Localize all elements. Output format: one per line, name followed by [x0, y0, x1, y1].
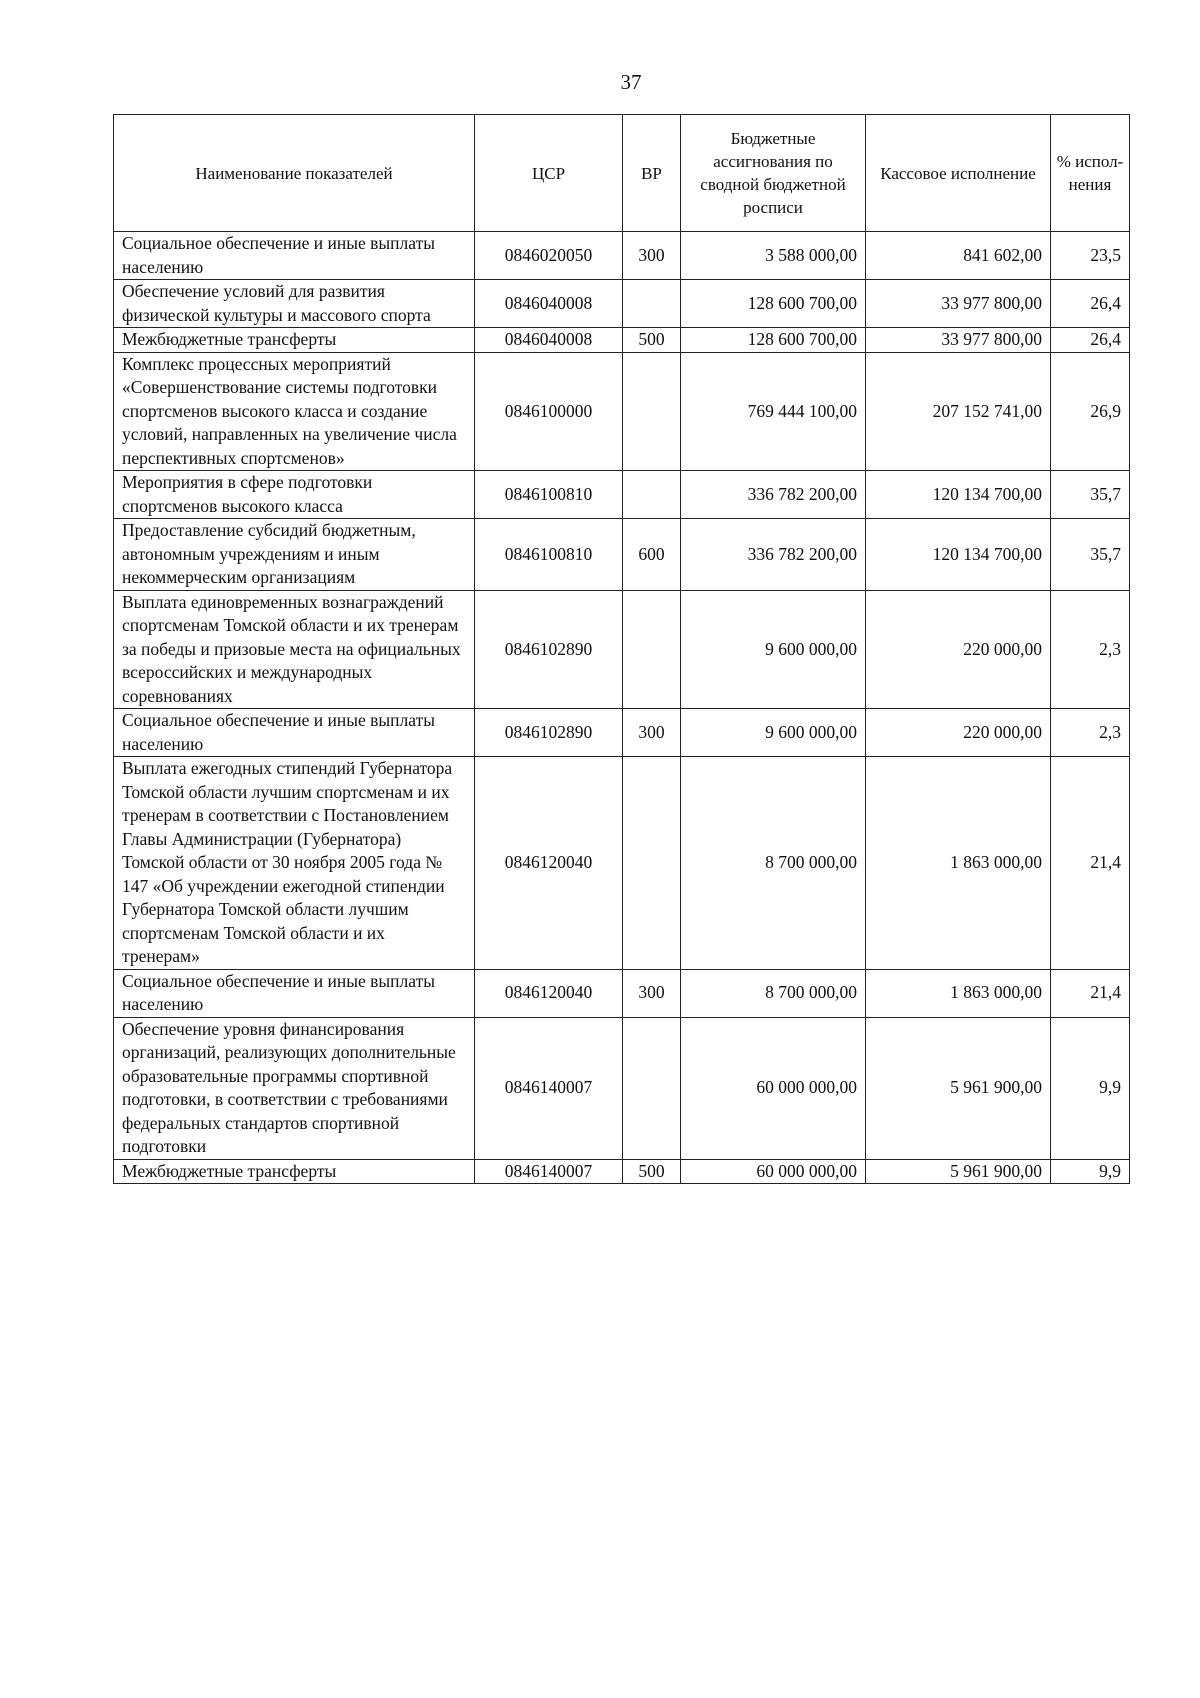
table-row	[114, 757, 1130, 970]
header-vr: ВР	[623, 115, 681, 232]
row-cash: 220 000,00	[866, 709, 1051, 757]
row-vr	[623, 1017, 681, 1159]
row-cash: 1 863 000,00	[866, 969, 1051, 1017]
row-budget: 60 000 000,00	[681, 1159, 866, 1184]
row-vr: 500	[623, 328, 681, 353]
row-name: Предоставление субсидий бюджетным, автономным учреждениям и иным некоммерческим организациям	[114, 519, 475, 591]
row-percent: 26,4	[1051, 280, 1130, 328]
row-cash: 5 961 900,00	[866, 1017, 1051, 1159]
row-budget: 128 600 700,00	[681, 280, 866, 328]
row-name: Обеспечение условий для развития физической культуры и массового спорта	[114, 280, 475, 328]
row-budget: 8 700 000,00	[681, 969, 866, 1017]
table-row	[114, 232, 1130, 280]
row-percent: 21,4	[1051, 757, 1130, 970]
row-budget: 3 588 000,00	[681, 232, 866, 280]
row-cash: 33 977 800,00	[866, 280, 1051, 328]
row-budget: 9 600 000,00	[681, 709, 866, 757]
row-vr	[623, 757, 681, 970]
row-csr: 0846140007	[475, 1017, 623, 1159]
row-vr	[623, 280, 681, 328]
row-csr: 0846120040	[475, 969, 623, 1017]
row-vr	[623, 352, 681, 471]
row-percent: 9,9	[1051, 1159, 1130, 1184]
header-cash: Кассовое исполнение	[866, 115, 1051, 232]
header-csr: ЦСР	[475, 115, 623, 232]
row-percent: 2,3	[1051, 590, 1130, 709]
table-row	[114, 471, 1130, 519]
row-percent: 26,4	[1051, 328, 1130, 353]
row-csr: 0846140007	[475, 1159, 623, 1184]
row-percent: 35,7	[1051, 519, 1130, 591]
row-name: Социальное обеспечение и иные выплаты населению	[114, 709, 475, 757]
row-vr	[623, 471, 681, 519]
row-cash: 207 152 741,00	[866, 352, 1051, 471]
row-budget: 60 000 000,00	[681, 1017, 866, 1159]
table-header-row	[114, 115, 1130, 232]
row-name: Мероприятия в сфере подготовки спортсменов высокого класса	[114, 471, 475, 519]
header-percent: % испол-нения	[1051, 115, 1130, 232]
row-percent: 21,4	[1051, 969, 1130, 1017]
row-vr: 300	[623, 709, 681, 757]
table-row	[114, 280, 1130, 328]
row-budget: 128 600 700,00	[681, 328, 866, 353]
row-cash: 120 134 700,00	[866, 519, 1051, 591]
row-vr: 500	[623, 1159, 681, 1184]
row-name: Социальное обеспечение и иные выплаты населению	[114, 969, 475, 1017]
row-vr: 300	[623, 969, 681, 1017]
row-cash: 5 961 900,00	[866, 1159, 1051, 1184]
row-name: Межбюджетные трансферты	[114, 1159, 475, 1184]
table-row	[114, 709, 1130, 757]
row-csr: 0846040008	[475, 328, 623, 353]
table-body	[114, 232, 1130, 1184]
row-name: Выплата единовременных вознаграждений спортсменам Томской области и их тренерам за победы и призовые места на официальных всероссийских и международных соревнованиях	[114, 590, 475, 709]
row-percent: 35,7	[1051, 471, 1130, 519]
row-budget: 336 782 200,00	[681, 471, 866, 519]
header-budget: Бюджетные ассигнования по сводной бюджетной росписи	[681, 115, 866, 232]
row-percent: 2,3	[1051, 709, 1130, 757]
row-cash: 220 000,00	[866, 590, 1051, 709]
row-csr: 0846100810	[475, 471, 623, 519]
page-number: 37	[620, 70, 642, 94]
row-cash: 1 863 000,00	[866, 757, 1051, 970]
row-name: Комплекс процессных мероприятий «Совершенствование системы подготовки спортсменов высокого класса и создание условий, направленных на увеличение числа перспективных спортсменов»	[114, 352, 475, 471]
table-row	[114, 519, 1130, 591]
table-row	[114, 352, 1130, 471]
row-vr: 300	[623, 232, 681, 280]
table-row	[114, 1017, 1130, 1159]
row-name: Выплата ежегодных стипендий Губернатора Томской области лучшим спортсменам и их тренерам в соответствии с Постановлением Главы Администрации (Губернатора) Томской области от 30 ноября 2005 года № 147 «Об учреждении ежегодной стипендии Губернатора Томской области лучшим спортсменам Томской области и их тренерам»	[114, 757, 475, 970]
row-csr: 0846102890	[475, 590, 623, 709]
row-name: Обеспечение уровня финансирования организаций, реализующих дополнительные образовательные программы спортивной подготовки, в соответствии с требованиями федеральных стандартов спортивной подготовки	[114, 1017, 475, 1159]
row-name: Социальное обеспечение и иные выплаты населению	[114, 232, 475, 280]
row-cash: 120 134 700,00	[866, 471, 1051, 519]
row-csr: 0846040008	[475, 280, 623, 328]
row-budget: 8 700 000,00	[681, 757, 866, 970]
row-percent: 26,9	[1051, 352, 1130, 471]
row-csr: 0846100810	[475, 519, 623, 591]
header-name: Наименование показателей	[114, 115, 475, 232]
row-csr: 0846102890	[475, 709, 623, 757]
row-budget: 9 600 000,00	[681, 590, 866, 709]
row-budget: 336 782 200,00	[681, 519, 866, 591]
table-row	[114, 1159, 1130, 1184]
row-csr: 0846120040	[475, 757, 623, 970]
row-name: Межбюджетные трансферты	[114, 328, 475, 353]
row-percent: 23,5	[1051, 232, 1130, 280]
row-percent: 9,9	[1051, 1017, 1130, 1159]
table-row	[114, 328, 1130, 353]
row-cash: 33 977 800,00	[866, 328, 1051, 353]
budget-execution-table	[113, 114, 1130, 1184]
row-cash: 841 602,00	[866, 232, 1051, 280]
row-budget: 769 444 100,00	[681, 352, 866, 471]
table-row	[114, 590, 1130, 709]
row-csr: 0846020050	[475, 232, 623, 280]
row-vr	[623, 590, 681, 709]
row-vr: 600	[623, 519, 681, 591]
table-row	[114, 969, 1130, 1017]
row-csr: 0846100000	[475, 352, 623, 471]
